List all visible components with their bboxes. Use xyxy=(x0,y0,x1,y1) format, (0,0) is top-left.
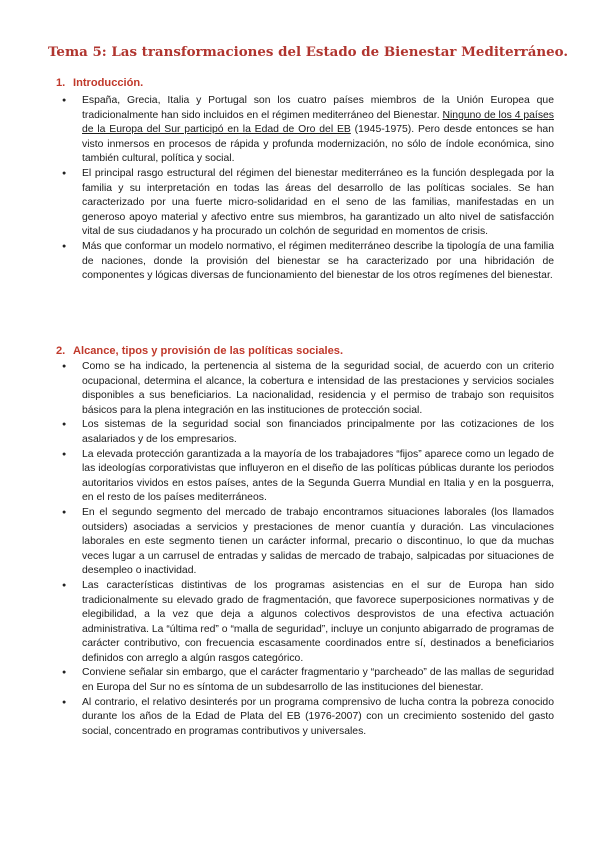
list-item: ● Como se ha indicado, la pertenencia al sistema de la seguridad social, de acuerdo con un criterio ocupacional, determina el alcance, la cobertura e intensidad de las prestaciones y servicios sociales disponibles a sus beneficiarios. La nacionalidad, residencia y el permiso de trabajo son requisitos básicos para la plena integración en las instituciones de protección social. xyxy=(60,360,554,418)
list-item: ● Los sistemas de la seguridad social son financiados principalmente por las cotizaciones de los asalariados y de los empresarios. xyxy=(60,418,554,447)
underlined-text: Ninguno de los 4 países de la Europa del Sur participó en la Edad de Oro del EB xyxy=(82,109,554,136)
section-2-heading xyxy=(56,345,556,357)
section-2-title: Alcance, tipos y provisión de las políticas sociales. xyxy=(73,345,344,357)
section-1-number: 1. xyxy=(56,77,66,89)
section-1-bullet-list xyxy=(60,94,554,284)
section-2-bullet-list xyxy=(60,360,554,739)
list-item: ● Al contrario, el relativo desinterés por un programa comprensivo de lucha contra la pobreza conocido durante los años de la Edad de Plata del EB (1976-2007) con un crecimiento sostenido del gasto social, concentrado en programas contributivos y universales. xyxy=(60,696,554,740)
list-item: ● El principal rasgo estructural del régimen del bienestar mediterráneo es la función desplegada por la familia y su interpretación en todas las áreas del desarrollo de las políticas sociales. Se han caracterizado por una fuerte micro-solidaridad en el seno de las familias, manifestadas en un generoso apoyo material y afectivo entre sus miembros, ha garantizado un alto nivel de satisfacción vital de sus ciudadanos y ha procurado un colchón de seguridad en momentos de crisis. xyxy=(60,167,554,240)
list-item: ● Conviene señalar sin embargo, que el carácter fragmentario y “parcheado” de las mallas de seguridad en Europa del Sur no es síntoma de un subdesarrollo de las instituciones del bienestar. xyxy=(60,666,554,695)
section-1-heading xyxy=(56,77,556,89)
list-item: ● Más que conformar un modelo normativo, el régimen mediterráneo describe la tipología de una familia de naciones, donde la provisión del bienestar se ha caracterizado por una hibridación de componentes y lógicas diversas de funcionamiento del bienestar de los otros regímenes del bienestar. xyxy=(60,240,554,284)
document-title: Tema 5: Las transformaciones del Estado de Bienestar Mediterráneo. xyxy=(48,44,569,60)
list-item: ● En el segundo segmento del mercado de trabajo encontramos situaciones laborales (los llamados outsiders) asociadas a servicios y prestaciones de menor cuantía y duración. Las vinculaciones laborales en este segmento tienen un carácter informal, precario o discontinuo, lo que da muchas veces lugar a un carrusel de entradas y salidas de mercado de trabajo, salpicadas por situaciones de desempleo o inactividad. xyxy=(60,506,554,579)
section-2-number: 2. xyxy=(56,345,66,357)
list-item: ● La elevada protección garantizada a la mayoría de los trabajadores “fijos” aparece como un legado de las ideologías corporativistas que influyeron en el diseño de las políticas públicas durante los periodos autoritarios vividos en estos países, antes de la Segunda Guerra Mundial en Italia y en la posguerra, en el resto de los países mediterráneos. xyxy=(60,448,554,506)
list-item: ● España, Grecia, Italia y Portugal son los cuatro países miembros de la Unión Europea que tradicionalmente han sido incluidos en el régimen mediterráneo del Bienestar. Ninguno de los 4 países de la Europa del Sur participó en la Edad de Oro del EB (1945-1975). Pero desde entonces se han visto inmersos en procesos de rápida y profunda modernización, no sólo de índole económica, sino también cultural, política y social. xyxy=(60,94,554,167)
list-item: ● Las características distintivas de los programas asistencias en el sur de Europa han sido tradicionalmente su elevado grado de fragmentación, que favorece superposiciones normativas y de elegibilidad, a la vez que deja a algunos colectivos desprovistos de una efectiva actuación administrativa. La “última red” o “malla de seguridad”, incluye un conjunto abigarrado de programas de carácter contributivo, con frecuencia escasamente coordinados entre sí, destinados a beneficiarios definidos con arreglo a algún rasgos categórico. xyxy=(60,579,554,667)
section-1-title: Introducción. xyxy=(73,77,144,89)
